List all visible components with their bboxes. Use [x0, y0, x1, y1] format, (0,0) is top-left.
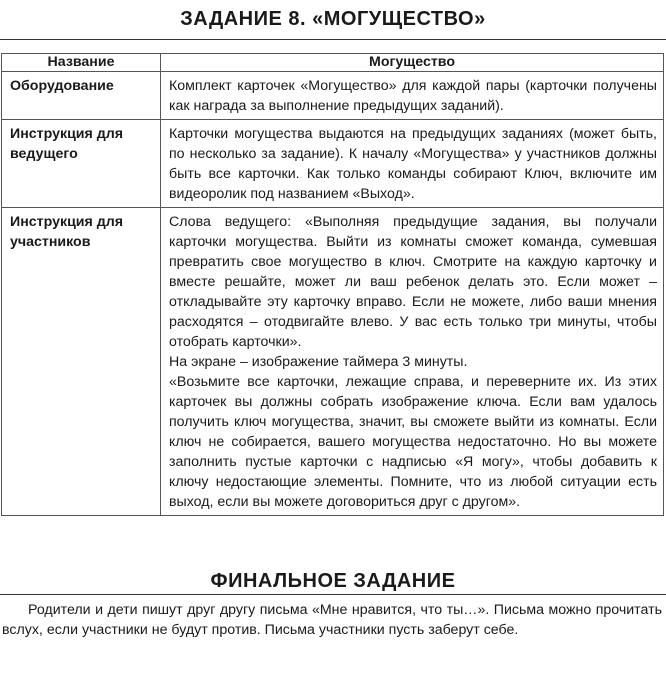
final-title-divider [0, 594, 666, 595]
paragraph: Комплект карточек «Могущество» для каждой пары (карточки получены как награда за выполнение предыдущих заданий). [169, 78, 657, 114]
row-content-participant-instructions [161, 208, 664, 516]
task-table [1, 53, 664, 516]
table-row [2, 208, 664, 516]
paragraph: «Возьмите все карточки, лежащие справа, и переверните их. Из этих карточек вы должны собрать изображение ключа. Если вам удалось получить ключ могущества, значит, вы сможете выйти из комнаты. Если ключ не собирается, вашего могущества недостаточно. Но вы можете заполнить пустые карточки с надписью «Я могу», чтобы добавить к ключу недостающие элементы. Помните, что из любой ситуации есть выход, если вы можете договориться друг с другом». [169, 374, 657, 510]
table-row [2, 72, 664, 120]
paragraph: На экране – изображение таймера 3 минуты. [169, 354, 468, 370]
task-title: ЗАДАНИЕ 8. «МОГУЩЕСТВО» [180, 8, 486, 30]
paragraph: Карточки могущества выдаются на предыдущих заданиях (может быть, по несколько за задание). К началу «Могущества» у участников должны быть все карточки. Как только команды собирают Ключ, включите им видеоролик под названием «Выход». [169, 126, 657, 202]
table-header-row [2, 54, 664, 72]
header-power: Могущество [161, 54, 664, 72]
row-label-equipment: Оборудование [2, 72, 161, 120]
final-task-title: ФИНАЛЬНОЕ ЗАДАНИЕ [210, 570, 456, 592]
paragraph: Слова ведущего: «Выполняя предыдущие задания, вы получали карточки могущества. Выйти из комнаты сможет команда, сумевшая превратить свое могущество в ключ. Смотрите на каждую карточку и вместе решайте, может ли ваш ребенок делать это. Если может – откладывайте эту карточку вправо. Если не можете, либо ваши мнения расходятся – отодвигайте влево. У вас есть только три минуты, чтобы отобрать карточки». [169, 214, 657, 350]
row-label-participant-instructions: Инструкция для участников [2, 208, 161, 516]
header-name: Название [2, 54, 161, 72]
table-row [2, 120, 664, 208]
row-label-host-instructions: Инструкция для ведущего [2, 120, 161, 208]
row-content-equipment [161, 72, 664, 120]
title-divider [0, 39, 666, 40]
row-content-host-instructions [161, 120, 664, 208]
final-task-text: Родители и дети пишут друг другу письма «Мне нравится, что ты…». Письма можно прочитать вслух, если участники не будут против. Письма участники пусть заберут себе. [2, 602, 662, 638]
